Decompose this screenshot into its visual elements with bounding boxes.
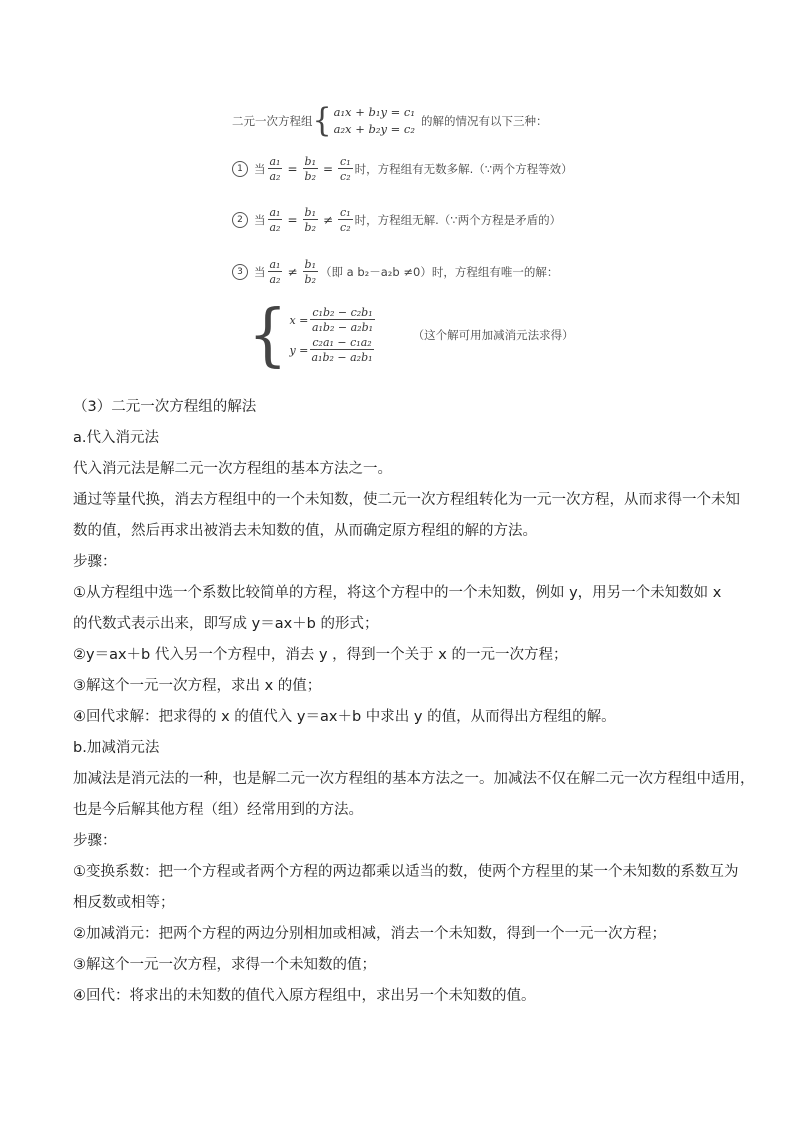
operator: = [287,213,298,227]
paragraph-line: 也是今后解其他方程（组）经常用到的方法。 [73,802,363,818]
fraction-numerator: a₁ [269,206,281,219]
fraction-numerator: c₁ [340,206,351,219]
x-variable: x = [289,313,309,327]
step-line: ②y＝ax＋b 代入另一个方程中，消去 y ，得到一个关于 x 的一元一次方程； [73,647,568,663]
fraction [338,207,353,233]
paragraph-line: 数的值，然后再求出被消去未知数的值，从而确定原方程组的解的方法。 [73,523,537,539]
operator: = [322,162,334,176]
operator: = [287,162,298,176]
fraction-denominator: b₂ [304,273,316,286]
fraction-denominator: a₂ [269,221,281,234]
step-line: ①从方程组中选一个系数比较简单的方程，将这个方程中的一个未知数，例如 y，用另一个未知数如 x [73,585,722,601]
case-3 [232,259,558,285]
step-line: ③解这个一元一次方程，求出 x 的值； [73,678,322,694]
formula-figure [232,101,612,384]
circled-number-marker: 1 [232,161,248,177]
operator: ≠ [287,265,298,279]
y-solution [289,337,376,363]
fraction-numerator: b₁ [304,258,316,271]
paragraph-line: 加减法是消元法的一种，也是解二元一次方程组的基本方法之一。加减法不仅在解二元一次方程组中适用， [73,771,755,787]
left-brace: { [248,294,288,375]
system-eq2: a₂x + b₂y = c₂ [333,122,415,136]
step-line: ①变换系数：把一个方程或者两个方程的两边都乘以适当的数，使两个方程里的某一个未知数的系数互为 [73,864,739,880]
section-heading: （3）二元一次方程组的解法 [73,399,257,415]
step-line: 相反数或相等； [73,895,175,911]
fraction [303,156,318,182]
x-solution [289,307,376,333]
fraction-numerator: b₁ [304,206,316,219]
fraction-numerator: c₂a₁ − c₁a₂ [312,336,372,349]
case-when: 当 [254,213,266,227]
fraction [268,259,283,285]
y-variable: y = [289,343,309,357]
paragraph-line: 代入消元法是解二元一次方程组的基本方法之一。 [73,461,392,477]
fraction-denominator: c₂ [340,170,351,183]
paragraph-line: 通过等量代换，消去方程组中的一个未知数，使二元一次方程组转化为一元一次方程，从而求得一个未知 [73,492,740,508]
fraction-denominator: a₁b₂ − a₂b₁ [311,351,373,364]
fraction-numerator: b₁ [304,155,316,168]
case-when: 当 [254,265,266,279]
fraction [338,156,353,182]
equation-system [334,104,415,138]
circled-number-marker: 3 [232,264,248,280]
fraction-denominator: a₂ [269,170,281,183]
solution-note: （这个解可用加减消元法求得） [412,328,574,342]
step-line: ④回代求解：把求得的 x 的值代入 y＝ax＋b 中求出 y 的值，从而得出方程组的解。 [73,709,616,725]
intro-suffix: 的解的情况有以下三种： [420,114,548,128]
fraction-denominator: a₂ [269,273,281,286]
fraction-numerator: c₁b₂ − c₂b₁ [312,306,373,319]
fraction-numerator: c₁ [340,155,351,168]
subheading-elimination: b.加减消元法 [73,740,160,756]
fraction-denominator: b₂ [304,221,316,234]
steps-label: 步骤： [73,554,117,570]
system-eq1: a₁x + b₁y = c₁ [333,105,415,119]
step-line: ③解这个一元一次方程，求得一个未知数的值； [73,957,376,973]
fraction-numerator: a₁ [269,155,281,168]
step-line: ②加减消元：把两个方程的两边分别相加或相减，消去一个未知数，得到一个一元一次方程； [73,926,666,942]
case-text: （即 a b₂－a₂b ≠0）时，方程组有唯一的解： [319,265,559,279]
steps-label: 步骤： [73,833,117,849]
fraction-denominator: c₂ [340,221,351,234]
fraction [303,259,318,285]
subheading-substitution: a.代入消元法 [73,430,159,446]
fraction [268,156,283,182]
operator: ≠ [322,213,334,227]
fraction [303,207,318,233]
step-line: 的代数式表示出来，即写成 y＝ax＋b 的形式； [73,616,379,632]
case-text: 时，方程组无解.（∵两个方程是矛盾的） [354,213,562,227]
left-brace: { [312,101,332,140]
case-2 [232,207,561,233]
case-1 [232,156,573,182]
fraction-numerator: a₁ [269,258,281,271]
fraction-denominator: a₁b₂ − a₂b₁ [311,321,374,334]
case-text: 时，方程组有无数多解.（∵两个方程等效） [354,162,573,176]
intro-prefix: 二元一次方程组 [232,114,313,128]
circled-number-marker: 2 [232,212,248,228]
solution-block [248,294,574,375]
solution-system [289,307,376,363]
fraction [310,337,373,363]
case-when: 当 [254,162,266,176]
fraction [310,307,374,333]
fraction-denominator: b₂ [304,170,316,183]
fraction [268,207,283,233]
step-line: ④回代：将求出的未知数的值代入原方程组中，求出另一个未知数的值。 [73,988,536,1004]
system-intro [232,101,548,140]
